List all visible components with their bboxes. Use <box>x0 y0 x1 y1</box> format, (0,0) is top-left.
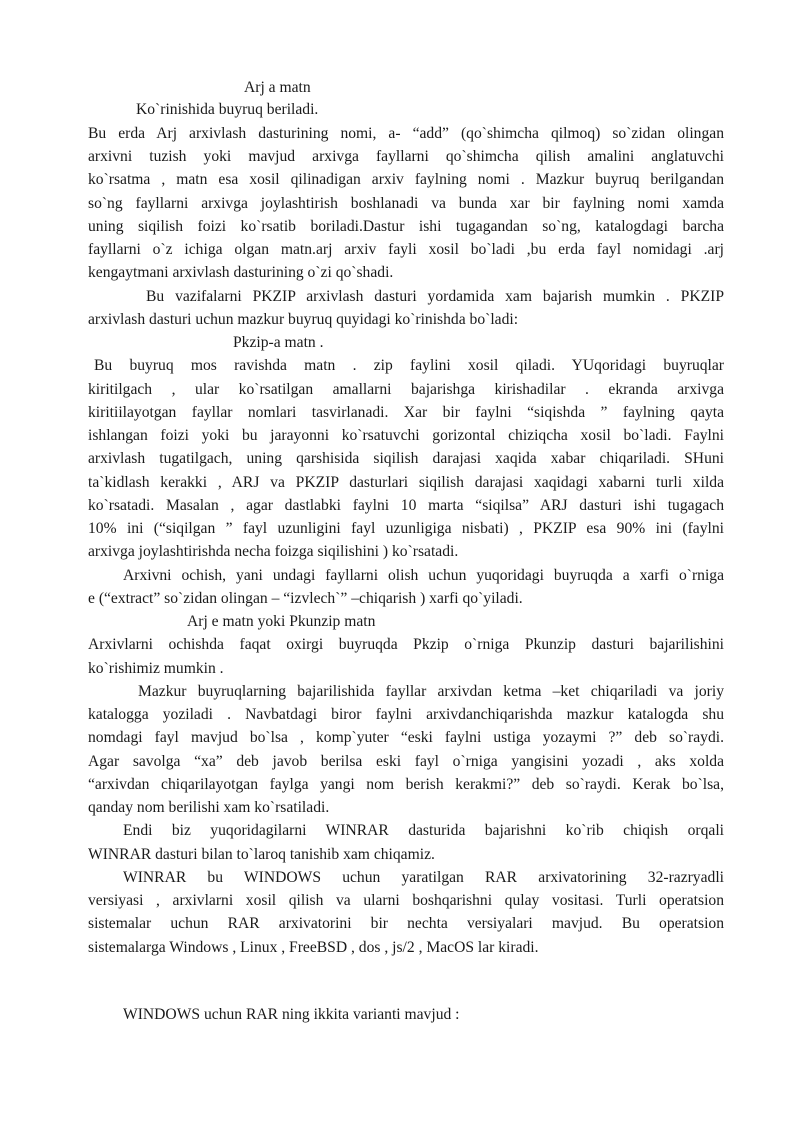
text-line: fayllarni o`z ichiga olgan matn.arj arxiv fayli xosil bo`ladi ,bu erda fayl nomidagi .arj <box>88 241 724 258</box>
text-line: arxivga joylashtirishda necha foizga siqilishini ) ko`rsatadi. <box>88 543 459 560</box>
text-line: Mazkur buyruqlarning bajarilishida fayllar arxivdan ketma –ket chiqariladi va joriy <box>138 683 724 700</box>
text-line: “arxivdan chiqarilayotgan faylga yangi nom berish kerakmi?” deb so`raydi. Kerak bo`lsa, <box>88 776 724 793</box>
text-line: qanday nom berilishi xam ko`rsatiladi. <box>88 799 330 816</box>
text-line: ko`rsatadi. Masalan , agar dastlabki faylni 10 marta “siqilsa” ARJ dasturi ishi tugagach <box>88 497 724 514</box>
text-line: ko`rishimiz mumkin . <box>88 660 224 677</box>
text-line: WINDOWS uchun RAR ning ikkita varianti mavjud : <box>123 1006 460 1023</box>
text-line: Endi biz yuqoridagilarni WINRAR dasturida bajarishni ko`rib chiqish orqali <box>123 822 724 839</box>
text-line: Arxivni ochish, yani undagi fayllarni olish uchun yuqoridagi buyruqda a xarfi o`rniga <box>123 567 724 584</box>
text-line: arxivni tuzish yoki mavjud arxivga fayllarni qo`shimcha qilish amalini anglatuvchi <box>88 148 724 165</box>
text-line: WINRAR dasturi bilan to`laroq tanishib xam chiqamiz. <box>88 846 435 863</box>
text-line: versiyasi , arxivlarni xosil qilish va ularni boshqarishni qulay vositasi. Turli operatsion <box>88 892 724 909</box>
text-line: ishlangan foizi yoki bu jarayonni ko`rsatuvchi gorizontal chiziqcha xosil bo`ladi. Faylni <box>88 427 724 444</box>
text-line: Arxivlarni ochishda faqat oxirgi buyruqda Pkzip o`rniga Pkunzip dasturi bajarilishini <box>88 636 724 653</box>
text-line: katalogga yoziladi . Navbatdagi biror faylni arxivdanchiqarishda mazkur katalogda shu <box>88 706 724 723</box>
text-line: Ko`rinishida buyruq beriladi. <box>136 101 319 118</box>
text-line: kiritiilayotgan fayllar nomlari tasvirlanadi. Xar bir faylni “siqishda ” faylning qayta <box>88 404 724 421</box>
text-line: so`ng fayllarni arxivga joylashtirish boshlanadi va bunda xar bir faylning nomi xamda <box>88 195 724 212</box>
command-line-pkzip-a: Pkzip-a matn . <box>233 334 324 351</box>
text-line: Bu erda Arj arxivlash dasturining nomi, a- “add” (qo`shimcha qilmoq) so`zidan olingan <box>88 125 724 142</box>
text-line: ta`kidlash kerakki , ARJ va PKZIP dasturlari siqilish darajasi xaqidagi xabarni turli xilda <box>88 474 724 491</box>
text-line: ko`rsatma , matn esa xosil qilinadigan arxiv faylning nomi . Mazkur buyruq berilgandan <box>88 171 724 188</box>
text-line: Bu vazifalarni PKZIP arxivlash dasturi yordamida xam bajarish mumkin . PKZIP <box>146 288 724 305</box>
text-line: kiritilgach , ular ko`rsatilgan amallarni bajarishga kirishadilar . ekranda arxivga <box>88 381 724 398</box>
text-line: sistemalarga Windows , Linux , FreeBSD , dos , js/2 , MacOS lar kiradi. <box>88 939 539 956</box>
text-line: uning siqilish foizi ko`rsatib boriladi.Dastur ishi tugagandan so`ng, katalogdagi barcha <box>88 218 724 235</box>
text-line: WINRAR bu WINDOWS uchun yaratilgan RAR arxivatorining 32-razryadli <box>123 869 724 886</box>
text-line: sistemalar uchun RAR arxivatorini bir nechta versiyalari mavjud. Bu operatsion <box>88 915 724 932</box>
text-line: e (“extract” so`zidan olingan – “izvlech`” –chiqarish ) xarfi qo`yiladi. <box>88 590 523 607</box>
text-line: 10% ini (“siqilgan ” fayl uzunligini fayl uzunligiga nisbati) , PKZIP esa 90% ini (faylni <box>88 520 724 537</box>
text-line: arxivlash dasturi uchun mazkur buyruq quyidagi ko`rinishda bo`ladi: <box>88 311 519 328</box>
text-line: Agar savolga “xa” deb javob berilsa eski fayl o`rniga yangisini yozadi , aks xolda <box>88 753 724 770</box>
text-line: Bu buyruq mos ravishda matn . zip faylini xosil qiladi. YUqoridagi buyruqlar <box>94 357 724 374</box>
command-line-arj-e: Arj e matn yoki Pkunzip matn <box>187 613 376 630</box>
text-line: arxivlash tugatilgach, uning qarshisida siqilish darajasi xaqida xabar chiqariladi. SHuni <box>88 450 724 467</box>
text-line: kengaytmani arxivlash dasturining o`zi qo`shadi. <box>88 264 394 281</box>
text-line: nomdagi fayl mavjud bo`lsa , komp`yuter “eski faylni ustiga yozaymi ?” deb so`raydi. <box>88 729 724 746</box>
command-line-arj-a: Arj a matn <box>244 79 311 96</box>
